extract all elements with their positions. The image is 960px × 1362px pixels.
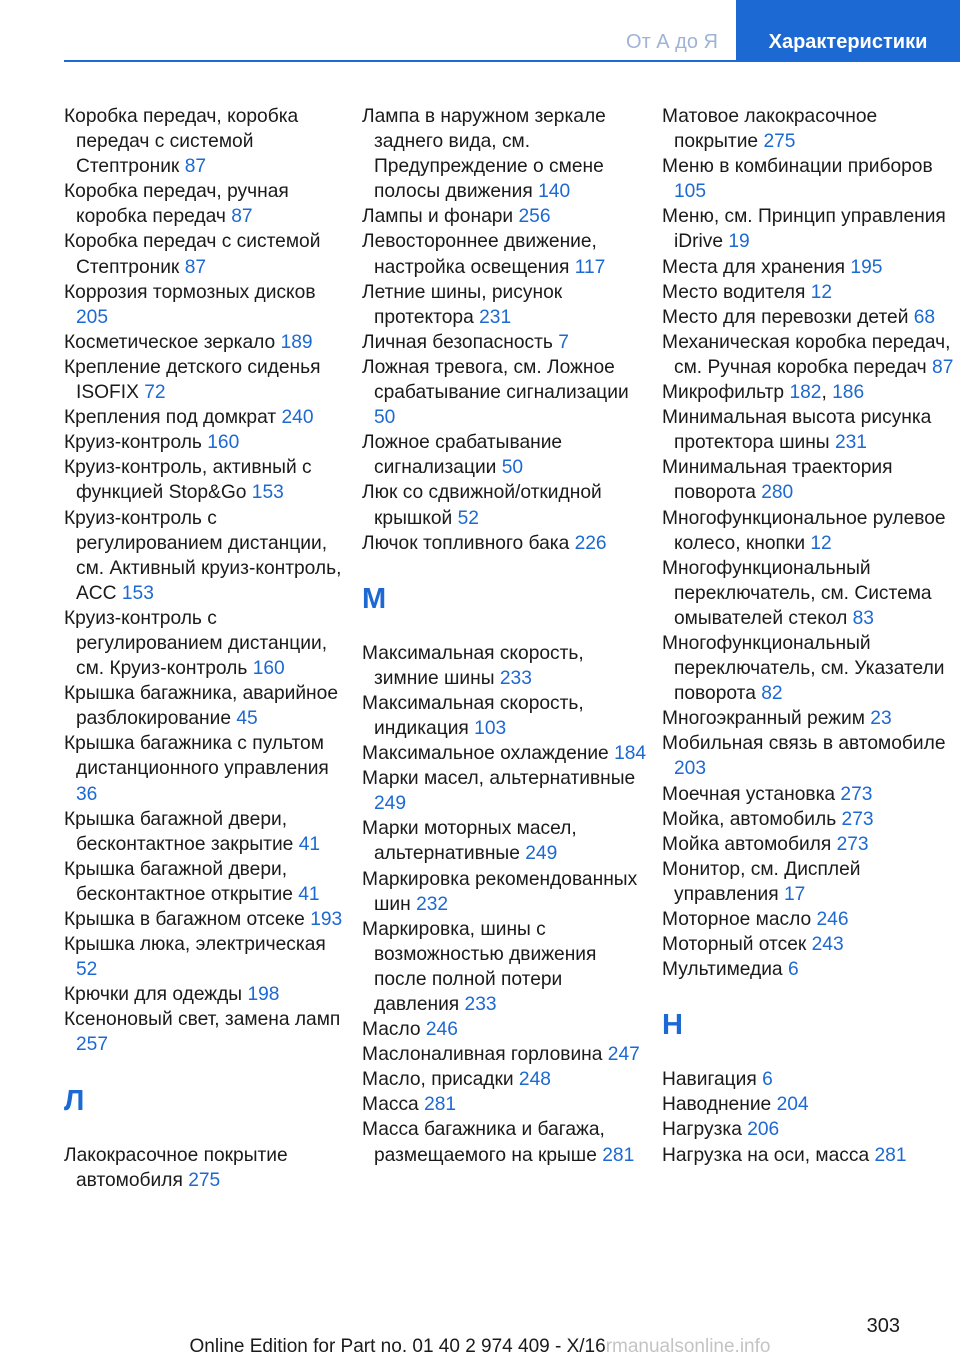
entry-term: Коробка передач, коробка передач с системой Стептроник [64, 106, 299, 178]
page-link[interactable]: 50 [374, 407, 396, 429]
index-entry [362, 330, 647, 355]
entry-term: Меню, см. Принцип управления iDrive [662, 206, 946, 253]
index-entry [362, 917, 647, 1017]
page-link[interactable]: 153 [121, 582, 154, 604]
index-entry [64, 907, 349, 932]
section-letter: Н [662, 1009, 683, 1042]
chapter-tab[interactable]: Характеристики [736, 0, 960, 60]
index-column-3 [662, 104, 954, 1168]
entry-term: Многофункциональный переключатель, см. Система омывателей стекол [662, 557, 932, 629]
page-link[interactable]: 87 [184, 256, 207, 278]
entry-term: Моечная установка [662, 783, 836, 805]
index-entry [662, 1117, 954, 1142]
page-link[interactable]: 12 [810, 281, 833, 303]
page-link[interactable]: 195 [850, 256, 883, 278]
entry-term: Монитор, см. Дисплей управления [662, 858, 861, 905]
page-link[interactable]: 275 [188, 1169, 221, 1191]
entry-term: Летние шины, рисунок протектора [362, 281, 563, 328]
entry-term: Марки масел, альтернативные [362, 768, 636, 790]
entry-term: Круиз-контроль, активный с функцией Stop&Go [64, 457, 312, 504]
index-entry [64, 606, 349, 681]
index-entry [64, 405, 349, 430]
index-column-1 [64, 104, 349, 1193]
page-link[interactable]: 256 [518, 206, 551, 228]
entry-term: Лампа в наружном зеркале заднего вида, см. Предупреждение о смене полосы движения [362, 106, 606, 203]
entry-term: Навигация [662, 1069, 757, 1091]
index-entry [662, 305, 954, 330]
index-entry [662, 330, 954, 380]
entry-term: Лампы и фонари [362, 206, 514, 228]
entry-term: Место водителя [662, 281, 806, 303]
index-entry [362, 1017, 647, 1042]
page-header [0, 0, 960, 62]
page-link[interactable]: 246 [425, 1019, 458, 1041]
footer [0, 1336, 960, 1358]
page-link[interactable]: 83 [852, 607, 874, 629]
page-link[interactable]: 72 [144, 382, 166, 404]
section-letter: Л [64, 1084, 85, 1117]
index-entry [662, 832, 954, 857]
entry-term: Крышка багажной двери, бесконтактное закрытие [64, 808, 294, 855]
page-link[interactable]: 19 [728, 231, 750, 253]
page-link[interactable]: 182 [789, 382, 822, 404]
page-link[interactable]: 153 [251, 482, 284, 504]
page-link[interactable]: 68 [913, 306, 936, 328]
index-entry [662, 204, 954, 254]
page-link[interactable]: 17 [784, 883, 806, 905]
index-entry [64, 455, 349, 505]
index-entry [64, 731, 349, 806]
entry-term: Многоэкранный режим [662, 708, 865, 730]
page-link[interactable]: 41 [298, 883, 320, 905]
index-entry [362, 691, 647, 741]
entry-term: Моторный отсек [662, 934, 807, 956]
page-link[interactable]: 273 [841, 808, 874, 830]
index-column-2 [362, 104, 647, 1168]
entry-term: Крышка багажной двери, бесконтактное открытие [64, 858, 293, 905]
index-entry [662, 631, 954, 706]
page-link[interactable]: 160 [252, 658, 285, 680]
footer-edition: Online Edition for Part no. 01 40 2 974 409 - X/16 [189, 1336, 606, 1357]
entry-term: Нагрузка на оси, масса [662, 1144, 870, 1166]
index-entry [362, 1067, 647, 1092]
entry-term: Лакокрасочное покрытие автомобиля [64, 1144, 288, 1191]
page-link[interactable]: 275 [763, 131, 796, 153]
entry-term: Крепление детского сиденья ISOFIX [64, 356, 321, 404]
index-entry [362, 1042, 647, 1067]
entry-term: Крышка багажника с пультом дистанционного управления [64, 733, 329, 780]
page-link[interactable]: 206 [747, 1119, 780, 1141]
index-entry [362, 1117, 647, 1167]
entry-term: Ложное срабатывание сигнализации [362, 432, 563, 479]
index-entry [362, 204, 647, 229]
index-entry: Микрофильтр 182, 186 [662, 382, 865, 404]
page-link[interactable]: 117 [574, 256, 606, 278]
index-entry [64, 982, 349, 1007]
index-entry [362, 229, 647, 279]
entry-term: Нагрузка [662, 1119, 742, 1141]
page-link[interactable]: 198 [247, 984, 280, 1006]
index-entry [362, 355, 647, 430]
entry-term: Места для хранения [662, 256, 846, 278]
index-entry [64, 355, 349, 405]
header-rule [64, 60, 960, 62]
index-entry [362, 480, 647, 530]
section-letter: М [362, 582, 387, 615]
entry-term: Меню в комбинации приборов [662, 156, 933, 178]
entry-term: Марки моторных масел, альтернативные [362, 818, 577, 865]
index-entry [662, 932, 954, 957]
entry-term: Наводнение [662, 1094, 772, 1116]
page-link[interactable]: 249 [525, 843, 558, 865]
index-entry [662, 455, 954, 505]
page-link[interactable]: 246 [816, 909, 849, 930]
page-link[interactable]: 23 [870, 708, 892, 730]
entry-term: Максимальная скорость, индикация [362, 692, 584, 739]
page-link[interactable]: 160 [207, 432, 240, 454]
index-entry [662, 907, 954, 932]
index-entry [362, 104, 647, 204]
page-link[interactable]: 231 [834, 432, 867, 454]
page-link[interactable]: 226 [574, 532, 607, 554]
index-entry [64, 104, 349, 179]
entry-term: Мойка, автомобиль [662, 808, 837, 830]
page-link[interactable]: 50 [501, 457, 524, 479]
page-link[interactable]: 87 [184, 156, 207, 178]
entry-term: Многофункциональный переключатель, см. Указатели поворота [662, 632, 945, 705]
entry-term: Крышка люка, электрическая [64, 934, 326, 956]
page-link[interactable]: 103 [474, 717, 507, 739]
page-link[interactable]: 6 [787, 959, 799, 981]
page-link[interactable]: 193 [310, 909, 343, 930]
entry-term: Масло, присадки [362, 1069, 514, 1091]
entry-term: Маркировка рекомендованных шин [362, 868, 638, 915]
page-link[interactable]: 36 [76, 783, 98, 805]
entry-term: Крепления под домкрат [64, 407, 277, 429]
page-link[interactable]: 273 [836, 833, 869, 855]
entry-term: Минимальная траектория поворота [662, 457, 893, 504]
page-link[interactable]: 280 [761, 482, 794, 504]
page-link[interactable]: 82 [761, 683, 783, 705]
footer-watermark[interactable]: rmanualsonline.info [605, 1336, 771, 1357]
index-entry [662, 506, 954, 556]
entry-term: Личная безопасность [362, 331, 553, 353]
entry-term: Крючки для одежды [64, 984, 243, 1006]
page-link[interactable]: 87 [932, 356, 954, 378]
index-entry [64, 1007, 349, 1057]
entry-term: Матовое лакокрасочное покрытие [662, 106, 878, 153]
index-entry [64, 1143, 349, 1193]
page-link[interactable]: 12 [810, 532, 832, 554]
entry-term: Левостороннее движение, настройка освещения [362, 231, 597, 278]
entry-term: Масло [362, 1019, 421, 1041]
page-link[interactable]: 243 [811, 934, 844, 956]
page-link[interactable]: 41 [298, 833, 321, 855]
index-entry [362, 531, 647, 556]
entry-term: Ксеноновый свет, замена ламп [64, 1009, 341, 1031]
page-link[interactable]: 205 [76, 306, 109, 328]
page-link[interactable]: 281 [602, 1144, 635, 1166]
index-entry [662, 556, 954, 631]
index-entry [362, 280, 647, 330]
entry-term: Коррозия тормозных дисков [64, 281, 316, 303]
entry-term: Маркировка, шины с возможностью движения после полной потери давления [362, 918, 597, 1015]
page-link[interactable]: 105 [674, 181, 707, 203]
index-entry [662, 405, 954, 455]
index-entry [362, 741, 647, 766]
entry-term: Моторное масло [662, 909, 812, 930]
index-entry [64, 229, 349, 279]
page-link[interactable]: 7 [558, 331, 569, 353]
index-entry [362, 1092, 647, 1117]
entry-term: Максимальное охлаждение [362, 743, 609, 765]
page-link[interactable]: 87 [231, 206, 253, 228]
entry-term: Маслоналивная горловина [362, 1044, 603, 1066]
page-link[interactable]: 281 [874, 1144, 907, 1166]
entry-term: Мультимедиа [662, 959, 783, 981]
page-number: 303 [866, 1315, 900, 1337]
page-link[interactable]: 231 [479, 306, 512, 328]
index-entry [662, 731, 954, 781]
index-entry [662, 957, 954, 982]
page-link[interactable]: 52 [457, 507, 479, 529]
page-link[interactable]: 240 [281, 407, 314, 429]
page-link[interactable]: 203 [674, 758, 707, 780]
index-entry [662, 104, 954, 154]
index-entry [64, 280, 349, 330]
entry-term: Механическая коробка передач, см. Ручная коробка передач [662, 331, 951, 378]
index-entry [64, 857, 349, 907]
index-entry [662, 280, 954, 305]
entry-term: Круиз-контроль с регулированием дистанции, см. Круиз-контроль [64, 607, 328, 680]
entry-term: Крышка в багажном отсеке [64, 909, 305, 930]
index-entry [64, 430, 349, 455]
entry-term: Масса [362, 1094, 419, 1116]
page-link[interactable]: 204 [776, 1094, 809, 1116]
page-link[interactable]: 52 [76, 959, 98, 981]
page-link[interactable]: 140 [538, 181, 571, 203]
page-link[interactable]: 232 [416, 893, 449, 915]
index-entry [662, 807, 954, 832]
page-link[interactable]: 281 [424, 1094, 457, 1116]
index-entry [662, 154, 954, 204]
page-link[interactable]: 249 [374, 793, 407, 815]
index-entry [64, 506, 349, 606]
entry-term: Ложная тревога, см. Ложное срабатывание сигнализации [362, 356, 629, 404]
page-link[interactable]: 233 [464, 994, 497, 1015]
index-entry [362, 430, 647, 480]
entry-term: Лючок топливного бака [362, 532, 570, 554]
entry-term: Круиз-контроль с регулированием дистанции, см. Активный круиз-контроль, ACC [64, 507, 342, 604]
index-entry [662, 1067, 954, 1092]
page-link[interactable]: 184 [614, 743, 647, 765]
entry-term: Масса багажника и багажа, размещаемого на крыше [362, 1119, 605, 1166]
entry-term: Коробка передач с системой Стептроник [64, 231, 321, 278]
index-entry [64, 330, 349, 355]
index-entry [662, 1092, 954, 1117]
entry-term: Максимальная скорость, зимние шины [362, 642, 584, 689]
page-link[interactable]: 257 [76, 1034, 109, 1056]
index-entry [662, 1143, 954, 1168]
index-entry [362, 816, 647, 866]
index-entry [362, 641, 647, 691]
page-link[interactable]: 273 [840, 783, 873, 805]
entry-term: Косметическое зеркало [64, 331, 276, 353]
page-link[interactable]: 6 [762, 1069, 773, 1091]
entry-term: Микрофильтр [662, 382, 785, 404]
entry-term: Место для перевозки детей [662, 306, 909, 328]
index-entry [64, 179, 349, 229]
index-entry [662, 255, 954, 280]
index-entry [64, 932, 349, 982]
index-entry [64, 807, 349, 857]
index-entry [362, 766, 647, 816]
page-link[interactable]: 45 [236, 708, 258, 730]
page-link[interactable]: 233 [499, 667, 532, 689]
entry-term: Крышка багажника, аварийное разблокирование [64, 683, 338, 730]
entry-term: Круиз-контроль [64, 432, 202, 454]
entry-term: Люк со сдвижной/откидной крышкой [362, 482, 602, 529]
entry-term: Многофункциональное рулевое колесо, кнопки [662, 507, 946, 554]
index-entry [662, 706, 954, 731]
section-tab[interactable]: От А до Я [610, 0, 734, 60]
page-link[interactable]: 248 [518, 1069, 551, 1091]
page-link[interactable]: 189 [280, 331, 313, 353]
index-entry [362, 867, 647, 917]
index-entry [662, 857, 954, 907]
index-entry [662, 782, 954, 807]
entry-term: Мойка автомобиля [662, 833, 832, 855]
entry-term: Минимальная высота рисунка протектора шины [662, 407, 932, 454]
entry-term: Мобильная связь в автомобиле [662, 733, 946, 755]
page-link[interactable]: 247 [607, 1044, 640, 1066]
index-entry [64, 681, 349, 731]
page-link[interactable]: 186 [832, 382, 865, 404]
entry-term: Коробка передач, ручная коробка передач [64, 181, 289, 228]
